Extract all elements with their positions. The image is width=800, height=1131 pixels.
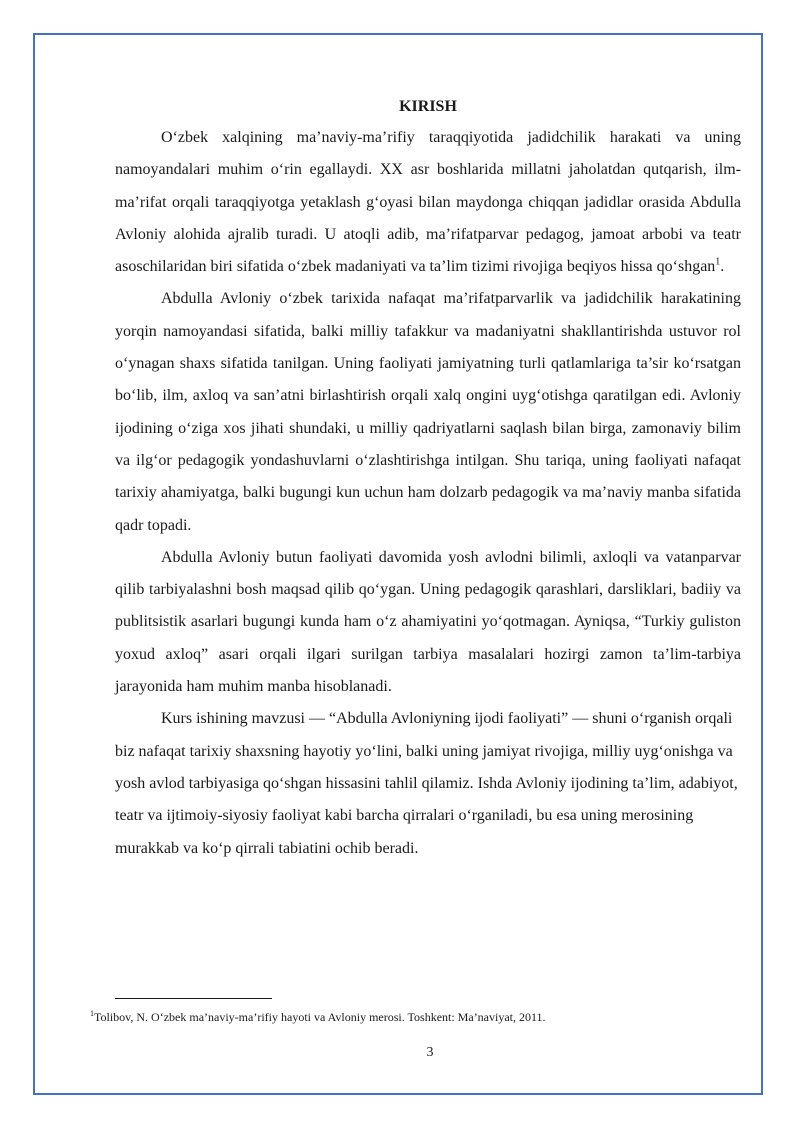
paragraph-2: Abdulla Avloniy o‘zbek tarixida nafaqat ma’rifatparvarlik va jadidchilik harakatining yorqin namoyandasi sifatida, balki milliy tafakkur va madaniyatni shakllantirishda ustuvor rol o‘ynagan shaxs sifatida tanilgan. Uning faoliyati jamiyatning turli qatlamlariga ta’sir ko‘rsatgan bo‘lib, ilm, axloq va san’atni birlashtirish orqali xalq ongini uyg‘otishga qaratilgan edi. Avloniy ijodining o‘ziga xos jihati shundaki, u milliy qadriyatlarni saqlash bilan birga, zamonaviy bilim va ilg‘or pedagogik yondashuvlarni o‘zlashtirishga intilgan. Shu tariqa, uning faoliyati nafaqat tarixiy ahamiyatga, balki bugungi kun uchun ham dolzarb pedagogik va ma’naviy manba sifatida qadr topadi. xyxy=(115,290,741,534)
footnote-separator xyxy=(115,998,272,999)
footnote-reference[interactable]: 1 xyxy=(715,256,721,268)
section-heading: KIRISH xyxy=(399,98,457,115)
paragraph-1 xyxy=(115,122,741,283)
footnote xyxy=(90,1009,770,1025)
page-number: 3 xyxy=(426,1045,434,1060)
footnote-text: Tolibov, N. O‘zbek ma’naviy-ma’rifiy hayoti va Avloniy merosi. Toshkent: Ma’naviyat, 2011. xyxy=(94,1010,546,1024)
paragraph-1-end: . xyxy=(720,258,725,276)
document-body xyxy=(115,92,741,865)
paragraph-3: Abdulla Avloniy butun faoliyati davomida yosh avlodni bilimli, axloqli va vatanparvar qilib tarbiyalashni bosh maqsad qilib qo‘ygan. Uning pedagogik qarashlari, darsliklari, badiiy va publitsistik asarlari bugungi kunda ham o‘z ahamiyatini yo‘qotmagan. Ayniqsa, “Turkiy guliston yoxud axloq” asari orqali ilgari surilgan tarbiya masalalari hozirgi zamon ta’lim-tarbiya jarayonida ham muhim manba hisoblanadi. xyxy=(115,548,741,696)
paragraph-1-text: O‘zbek xalqining ma’naviy-ma’rifiy taraqqiyotida jadidchilik harakati va uning namoyandalari muhim o‘rin egallaydi. XX asr boshlarida millatni jaholatdan qutqarish, ilm-ma’rifat orqali taraqqiyotga yetaklash g‘oyasi bilan maydonga chiqqan jadidlar orasida Abdulla Avloniy alohida ajralib turadi. U atoqli adib, ma’rifatparvar pedagog, jamoat arbobi va teatr asoschilaridan biri sifatida o‘zbek madaniyati va ta’lim tizimi rivojiga beqiyos hissa qo‘shgan xyxy=(115,129,741,276)
footnote-marker: 1 xyxy=(90,1009,94,1018)
paragraph-4: Kurs ishining mavzusi — “Abdulla Avloniyning ijodi faoliyati” — shuni o‘rganish orqali biz nafaqat tarixiy shaxsning hayotiy yo‘lini, balki uning jamiyat rivojiga, milliy uyg‘onishga va yosh avlod tarbiyasiga qo‘shgan hissasini tahlil qilamiz. Ishda Avloniy ijodining ta’lim, adabiyot, teatr va ijtimoiy-siyosiy faoliyat kabi barcha qirralari o‘rganiladi, bu esa uning merosining murakkab va ko‘p qirrali tabiatini ochib beradi. xyxy=(115,710,738,857)
